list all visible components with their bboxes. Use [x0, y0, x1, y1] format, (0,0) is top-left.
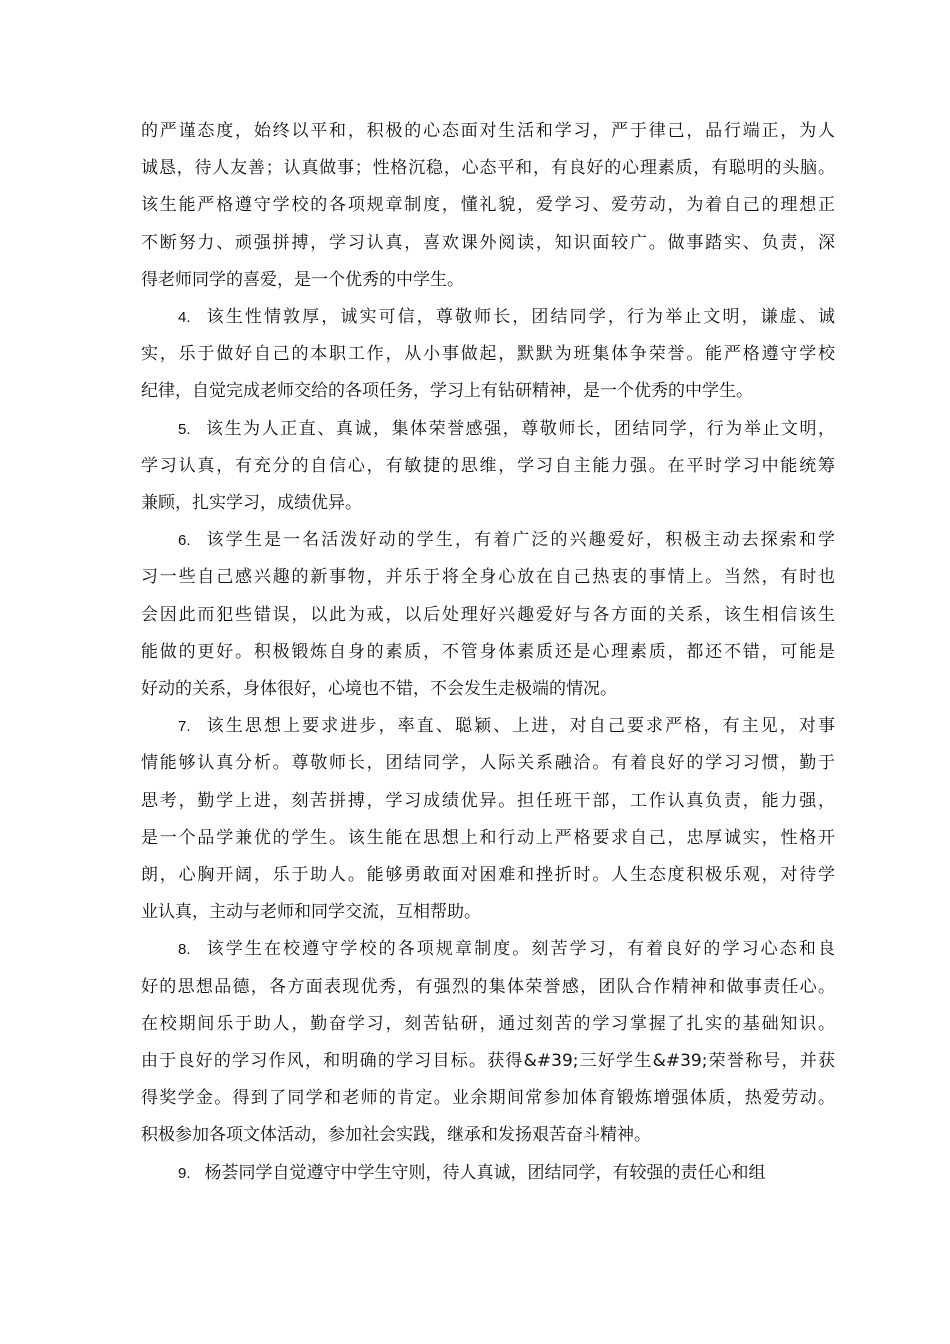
document-body [141, 113, 835, 1192]
text-line [141, 411, 835, 448]
item-number: 9. [178, 1164, 191, 1182]
text-line [141, 931, 835, 968]
text-line: 纪律，自觉完成老师交给的各项任务，学习上有钻研精神，是一个优秀的中学生。 [141, 381, 753, 402]
item-number: 8. [178, 941, 191, 959]
text-line [141, 1155, 835, 1192]
text-line: 习一些自己感兴趣的新事物，并乐于将全身心放在自己热衷的事情上。当然，有时也 [141, 567, 835, 588]
item-text: 该学生在校遵守学校的各项规章制度。刻苦学习，有着良好的学习心态和良 [204, 939, 835, 960]
item-number: 5. [178, 420, 191, 438]
text-line: 积极参加各项文体活动，参加社会实践，继承和发扬艰苦奋斗精神。 [141, 1125, 651, 1146]
item-text: 该学生是一名活泼好动的学生，有着广泛的兴趣爱好，积极主动去探索和学 [204, 530, 835, 551]
text-line: 能做的更好。积极锻炼自身的素质，不管身体素质还是心理素质，都还不错，可能是 [141, 641, 835, 662]
paragraph-6 [141, 522, 835, 708]
paragraph-7 [141, 708, 835, 931]
text-line: 业认真，主动与老师和同学交流，互相帮助。 [141, 902, 481, 923]
text-line [141, 708, 835, 745]
text-line: 实，乐于做好自己的本职工作，从小事做起，默默为班集体争荣誉。能严格遵守学校 [141, 344, 835, 365]
text-line: 由于良好的学习作风，和明确的学习目标。获得&#39;三好学生&#39;荣誉称号，并获 [141, 1051, 835, 1072]
paragraph-5 [141, 411, 835, 523]
text-line: 朗，心胸开阔，乐于助人。能够勇敢面对困难和挫折时。人生态度积极乐观，对待学 [141, 865, 835, 886]
text-line: 在校期间乐于助人，勤奋学习，刻苦钻研，通过刻苦的学习掌握了扎实的基础知识。 [141, 1013, 835, 1034]
item-number: 7. [178, 718, 191, 736]
item-text: 该生为人正直、真诚，集体荣誉感强，尊敬师长，团结同学，行为举止文明， [204, 418, 835, 439]
item-number: 4. [178, 309, 191, 327]
text-line: 学习认真，有充分的自信心，有敏捷的思维，学习自主能力强。在平时学习中能统筹 [141, 455, 835, 476]
text-line: 是一个品学兼优的学生。该生能在思想上和行动上严格要求自己，忠厚诚实，性格开 [141, 827, 835, 848]
text-line: 得老师同学的喜爱，是一个优秀的中学生。 [141, 269, 464, 290]
text-line: 得奖学金。得到了同学和老师的肯定。业余期间常参加体育锻炼增强体质，热爱劳动。 [141, 1088, 835, 1109]
item-text: 该生性情敦厚，诚实可信，尊敬师长，团结同学，行为举止文明，谦虚、诚 [204, 307, 835, 328]
text-line: 不断努力、顽强拼搏，学习认真，喜欢课外阅读，知识面较广。做事踏实、负责，深 [141, 232, 835, 253]
text-line: 兼顾，扎实学习，成绩优异。 [141, 493, 362, 514]
text-line: 诚恳，待人友善；认真做事；性格沉稳，心态平和，有良好的心理素质，有聪明的头脑。 [141, 158, 835, 179]
text-line: 思考，勤学上进，刻苦拼搏，学习成绩优异。担任班干部，工作认真负责，能力强， [141, 790, 835, 811]
text-line: 会因此而犯些错误，以此为戒，以后处理好兴趣爱好与各方面的关系，该生相信该生 [141, 604, 835, 625]
text-line: 情能够认真分析。尊敬师长，团结同学，人际关系融洽。有着良好的学习习惯，勤于 [141, 753, 835, 774]
paragraph-continued [141, 113, 835, 299]
text-line [141, 299, 835, 336]
item-text: 该生思想上要求进步，率直、聪颖、上进，对自己要求严格，有主见，对事 [204, 716, 835, 737]
paragraph-8 [141, 931, 835, 1154]
text-line: 好动的关系，身体很好，心境也不错，不会发生走极端的情况。 [141, 679, 617, 700]
paragraph-9 [141, 1155, 835, 1192]
paragraph-4 [141, 299, 835, 411]
text-line: 该生能严格遵守学校的各项规章制度，懂礼貌，爱学习、爱劳动，为着自己的理想正 [141, 195, 835, 216]
item-text: 杨荟同学自觉遵守中学生守则，待人真诚，团结同学，有较强的责任心和组 [204, 1162, 766, 1183]
text-line: 好的思想品德，各方面表现优秀，有强烈的集体荣誉感，团队合作精神和做事责任心。 [141, 976, 835, 997]
text-line: 的严谨态度，始终以平和，积极的心态面对生活和学习，严于律己，品行端正，为人 [141, 121, 835, 141]
text-line [141, 522, 835, 559]
item-number: 6. [178, 532, 191, 550]
